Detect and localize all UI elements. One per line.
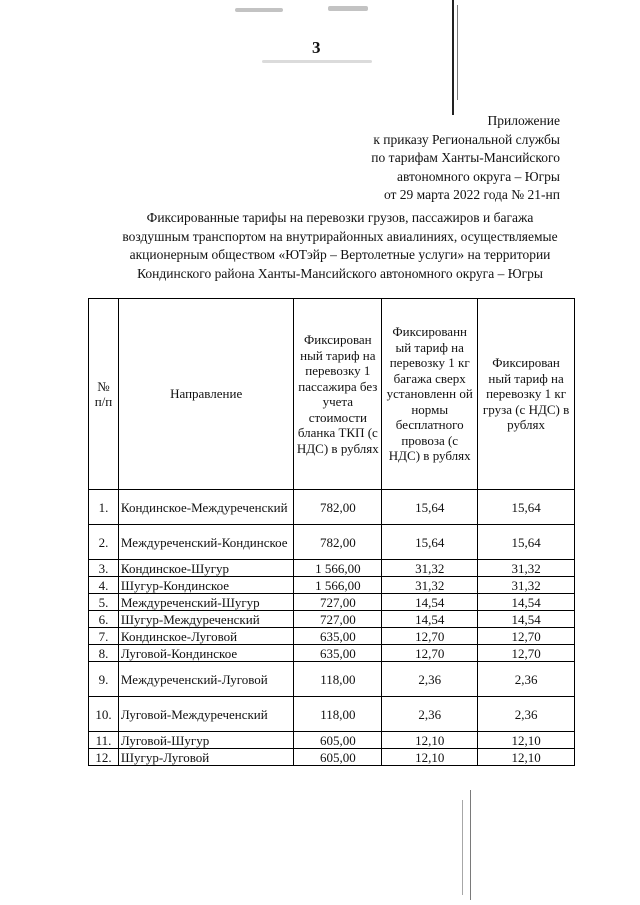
row-num: 2. <box>89 525 119 560</box>
scan-artifact <box>462 800 463 895</box>
row-num: 8. <box>89 645 119 662</box>
scan-artifact <box>452 0 454 115</box>
row-passenger: 1 566,00 <box>294 560 382 577</box>
table-row <box>89 577 575 594</box>
row-passenger: 782,00 <box>294 490 382 525</box>
row-baggage: 15,64 <box>382 525 478 560</box>
appendix-line: к приказу Региональной службы <box>373 131 560 147</box>
table-row <box>89 525 575 560</box>
row-baggage: 31,32 <box>382 560 478 577</box>
row-direction: Кондинское-Междуреченский <box>118 490 293 525</box>
table-row <box>89 662 575 697</box>
row-direction: Кондинское-Шугур <box>118 560 293 577</box>
header-direction: Направление <box>118 299 293 490</box>
scan-artifact <box>235 8 283 12</box>
scan-artifact <box>328 6 368 11</box>
table-row <box>89 697 575 732</box>
row-direction: Шугур-Междуреченский <box>118 611 293 628</box>
table-row <box>89 645 575 662</box>
table-row <box>89 594 575 611</box>
row-baggage: 12,10 <box>382 749 478 766</box>
document-title <box>60 209 620 283</box>
row-passenger: 118,00 <box>294 697 382 732</box>
row-direction: Луговой-Шугур <box>118 732 293 749</box>
row-cargo: 2,36 <box>478 662 575 697</box>
row-passenger: 605,00 <box>294 732 382 749</box>
title-line: воздушным транспортом на внутрирайонных авиалиниях, осуществляемые <box>122 228 558 244</box>
row-baggage: 15,64 <box>382 490 478 525</box>
appendix-block <box>371 112 560 205</box>
row-direction: Луговой-Междуреченский <box>118 697 293 732</box>
row-passenger: 1 566,00 <box>294 577 382 594</box>
row-cargo: 12,10 <box>478 749 575 766</box>
row-baggage: 14,54 <box>382 594 478 611</box>
appendix-line: Приложение <box>487 113 560 128</box>
row-passenger: 635,00 <box>294 645 382 662</box>
table-row <box>89 560 575 577</box>
appendix-line: от 29 марта 2022 года № 21-нп <box>383 187 560 202</box>
header-num: № п/п <box>89 299 119 490</box>
row-cargo: 12,10 <box>478 732 575 749</box>
title-line: Кондинского района Ханты-Мансийского автономного округа – Югры <box>137 265 543 281</box>
row-baggage: 31,32 <box>382 577 478 594</box>
row-num: 1. <box>89 490 119 525</box>
row-baggage: 12,10 <box>382 732 478 749</box>
header-baggage-tariff: Фиксированн ый тариф на перевозку 1 кг багажа сверх установленн ой нормы бесплатного провоза (с НДС) в рублях <box>382 299 478 490</box>
row-direction: Шугур-Луговой <box>118 749 293 766</box>
row-num: 10. <box>89 697 119 732</box>
row-baggage: 2,36 <box>382 697 478 732</box>
scan-artifact <box>470 790 471 900</box>
scan-artifact <box>457 5 458 100</box>
row-passenger: 605,00 <box>294 749 382 766</box>
row-direction: Кондинское-Луговой <box>118 628 293 645</box>
title-line: Фиксированные тарифы на перевозки грузов, пассажиров и багажа <box>146 210 534 225</box>
table-row <box>89 628 575 645</box>
row-baggage: 14,54 <box>382 611 478 628</box>
row-cargo: 31,32 <box>478 577 575 594</box>
row-cargo: 15,64 <box>478 525 575 560</box>
row-num: 6. <box>89 611 119 628</box>
row-direction: Междуреченский-Кондинское <box>118 525 293 560</box>
row-num: 3. <box>89 560 119 577</box>
row-baggage: 2,36 <box>382 662 478 697</box>
row-passenger: 635,00 <box>294 628 382 645</box>
row-direction: Междуреченский-Луговой <box>118 662 293 697</box>
row-num: 4. <box>89 577 119 594</box>
row-passenger: 727,00 <box>294 611 382 628</box>
row-baggage: 12,70 <box>382 628 478 645</box>
table-row <box>89 611 575 628</box>
row-num: 11. <box>89 732 119 749</box>
scan-artifact <box>262 60 372 63</box>
tariff-table <box>88 298 575 766</box>
row-cargo: 14,54 <box>478 594 575 611</box>
row-num: 12. <box>89 749 119 766</box>
row-cargo: 15,64 <box>478 490 575 525</box>
header-cargo-tariff: Фиксирован ный тариф на перевозку 1 кг груза (с НДС) в рублях <box>478 299 575 490</box>
table-row <box>89 490 575 525</box>
table-row <box>89 732 575 749</box>
row-cargo: 12,70 <box>478 628 575 645</box>
row-passenger: 118,00 <box>294 662 382 697</box>
row-num: 5. <box>89 594 119 611</box>
appendix-line: по тарифам Ханты-Мансийского <box>371 150 560 165</box>
title-line: акционерным обществом «ЮТэйр – Вертолетные услуги» на территории <box>129 247 551 262</box>
table-row <box>89 749 575 766</box>
row-num: 7. <box>89 628 119 645</box>
row-cargo: 31,32 <box>478 560 575 577</box>
header-passenger-tariff: Фиксирован ный тариф на перевозку 1 пассажира без учета стоимости бланка ТКП (с НДС) в рублях <box>294 299 382 490</box>
row-direction: Луговой-Кондинское <box>118 645 293 662</box>
row-direction: Шугур-Кондинское <box>118 577 293 594</box>
row-baggage: 12,70 <box>382 645 478 662</box>
row-cargo: 2,36 <box>478 697 575 732</box>
page-number: 3 <box>312 38 321 57</box>
appendix-line: автономного округа – Югры <box>397 168 560 184</box>
row-num: 9. <box>89 662 119 697</box>
row-passenger: 727,00 <box>294 594 382 611</box>
row-cargo: 14,54 <box>478 611 575 628</box>
row-cargo: 12,70 <box>478 645 575 662</box>
table-header-row <box>89 299 575 490</box>
row-direction: Междуреченский-Шугур <box>118 594 293 611</box>
row-passenger: 782,00 <box>294 525 382 560</box>
